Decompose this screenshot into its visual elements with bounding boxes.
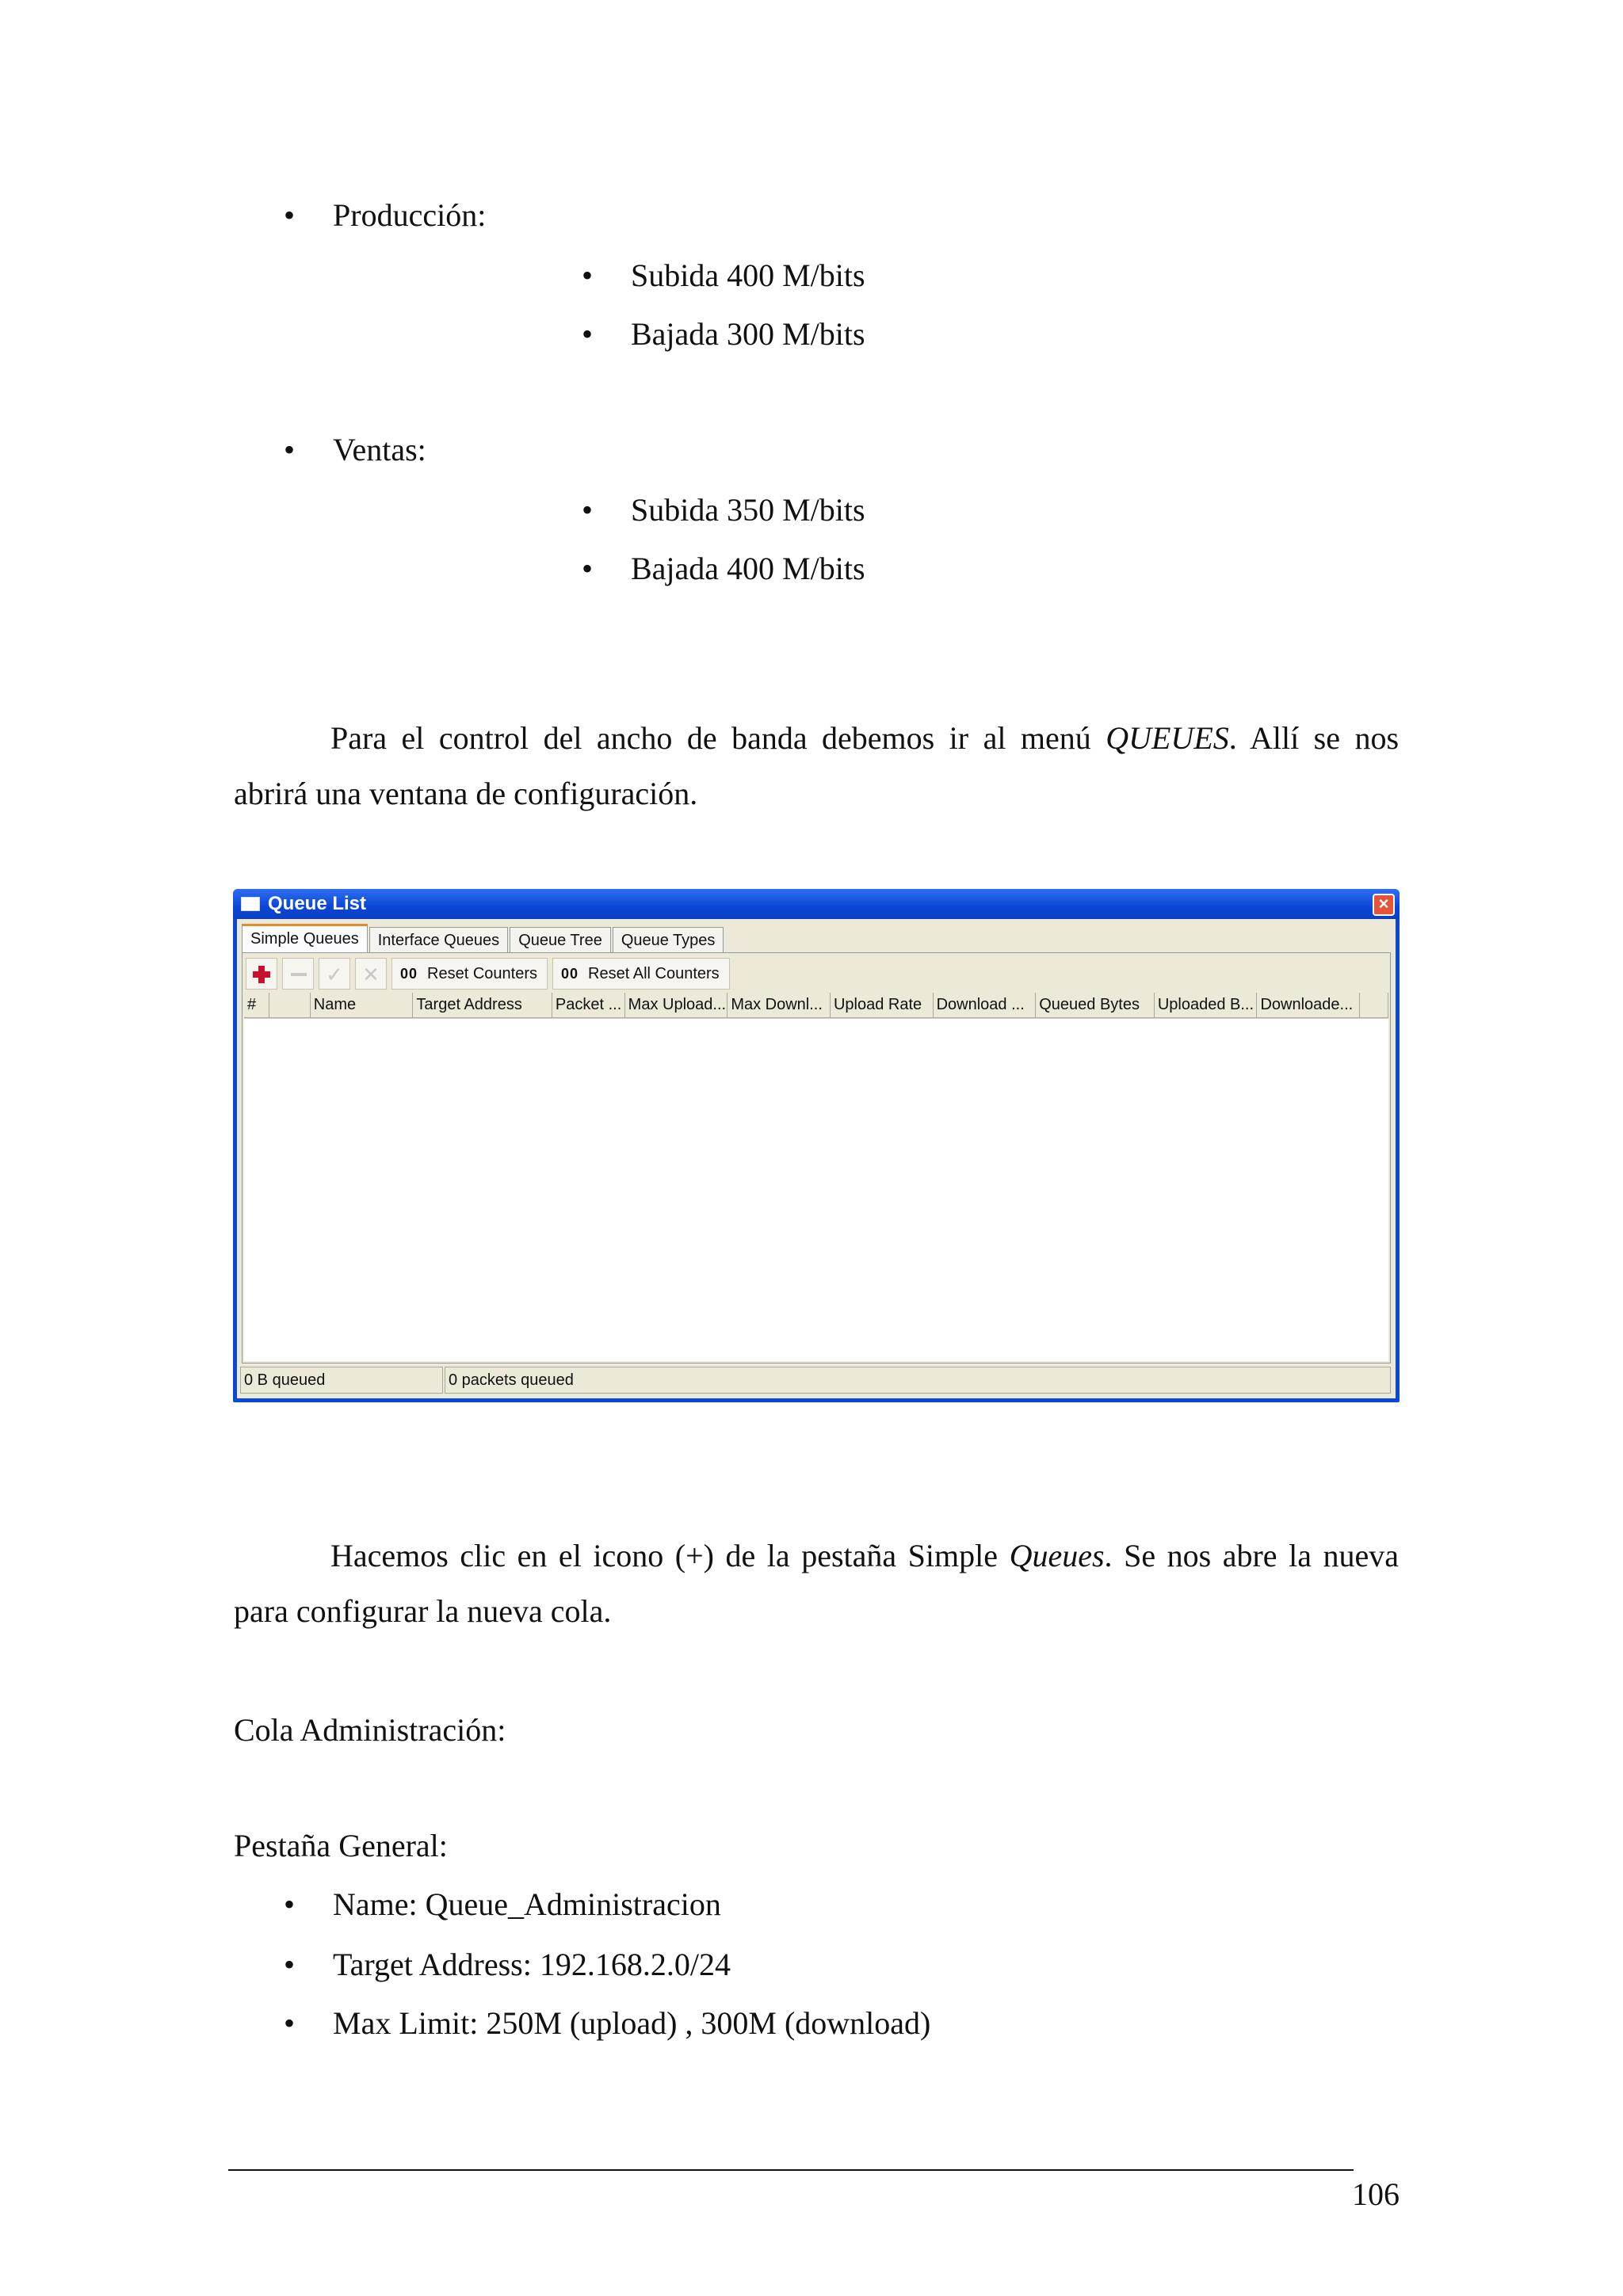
tab-simple-queues[interactable]: Simple Queues [242,924,368,954]
para1-text: Para el control del ancho de banda debemos ir al menú [330,720,1106,756]
col-downloaded-bytes[interactable]: Downloade... [1257,993,1360,1018]
general-item-name: • Name: Queue_Administracion [333,1886,721,1924]
col-flags[interactable] [269,993,311,1018]
minus-icon [291,973,307,976]
para2-text: Hacemos clic en el icono (+) de la pestaña Simple [330,1538,1010,1573]
bullet-produccion-bajada: • Bajada 300 M/bits [631,315,865,353]
footer-rule [228,2169,1354,2171]
paragraph-add-queue [234,1537,1399,1630]
disable-button[interactable] [355,958,387,990]
para2-text-end: . Se nos abre la nueva [1104,1538,1399,1573]
check-icon: ✓ [326,963,343,986]
bullet-ventas: • Ventas: [333,431,426,469]
col-target-address[interactable]: Target Address [413,993,552,1018]
col-spacer [1360,993,1388,1018]
reset-counters-label: Reset Counters [427,965,537,982]
para2-line2: para configurar la nueva cola. [234,1593,612,1629]
col-download-rate[interactable]: Download ... [934,993,1037,1018]
col-packet[interactable]: Packet ... [552,993,625,1018]
window-client [237,919,1396,1398]
queue-list-window [233,889,1400,1402]
para2-emphasis: Queues [1009,1538,1105,1573]
col-number[interactable]: # [244,993,269,1018]
status-packets-queued: 0 packets queued [445,1367,1391,1394]
page-number: 106 [1352,2176,1400,2212]
reset-all-counters-label: Reset All Counters [588,965,720,982]
enable-button[interactable] [319,958,350,990]
window-app-icon [241,897,260,911]
toolbar [246,956,735,991]
reset-counters-button[interactable] [391,958,548,990]
bullet-produccion: • Producción: [333,196,486,235]
grid-header [244,993,1388,1018]
add-button[interactable] [246,958,277,990]
bullet-ventas-subida: • Subida 350 M/bits [631,491,865,529]
general-item-target-address: • Target Address: 192.168.2.0/24 [333,1946,731,1984]
col-upload-rate[interactable]: Upload Rate [831,993,934,1018]
bullet-produccion-subida: • Subida 400 M/bits [631,257,865,295]
tab-interface-queues[interactable]: Interface Queues [369,927,508,954]
remove-button[interactable] [282,958,314,990]
paragraph-queues-menu [234,719,1399,813]
x-icon: ✕ [362,963,380,986]
tab-queue-types[interactable]: Queue Types [613,927,724,954]
counter-icon: 00 [561,966,579,982]
para1-emphasis: QUEUES [1106,720,1229,756]
tab-panel [242,952,1391,1363]
counter-icon: 00 [400,966,418,982]
tab-queue-tree[interactable]: Queue Tree [510,927,611,954]
status-bytes-queued: 0 B queued [240,1367,443,1394]
para1-text-end: . Allí se nos [1228,720,1400,756]
close-button[interactable]: × [1373,894,1395,916]
window-title: Queue List [268,893,367,914]
heading-pestana-general: Pestaña General: [234,1828,448,1863]
queue-table-body[interactable] [244,1018,1388,1361]
heading-cola-administracion: Cola Administración: [234,1712,506,1748]
status-bar [240,1367,1392,1395]
col-uploaded-bytes[interactable]: Uploaded B... [1155,993,1258,1018]
col-name[interactable]: Name [311,993,414,1018]
col-max-download[interactable]: Max Downl... [727,993,831,1018]
tab-bar [242,924,725,952]
para1-line2: abrirá una ventana de configuración. [234,776,698,811]
general-item-max-limit: • Max Limit: 250M (upload) , 300M (download) [333,2004,930,2042]
reset-all-counters-button[interactable] [552,958,730,990]
col-queued-bytes[interactable]: Queued Bytes [1036,993,1155,1018]
window-titlebar[interactable] [233,889,1400,919]
col-max-upload[interactable]: Max Upload... [625,993,728,1018]
bullet-ventas-bajada: • Bajada 400 M/bits [631,550,865,588]
